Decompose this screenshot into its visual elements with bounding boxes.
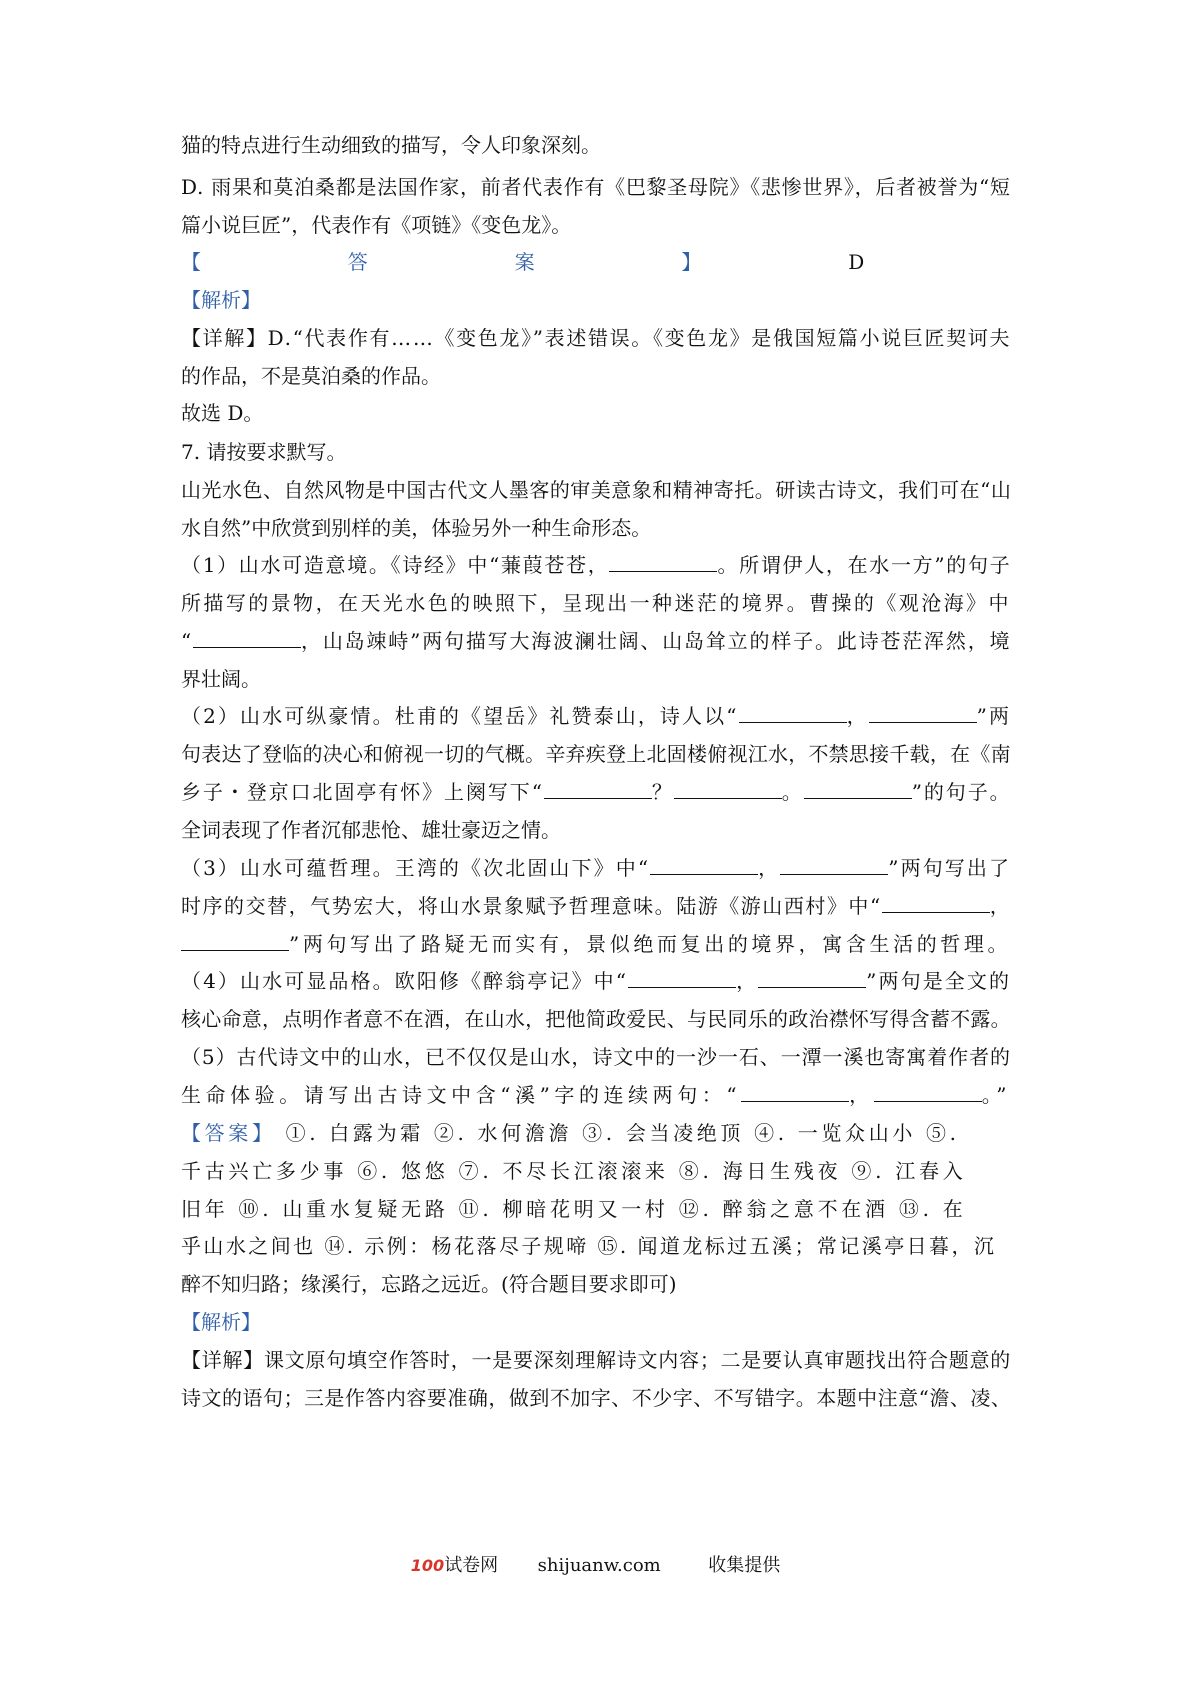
footer-note: 收集提供 [708, 1555, 781, 1576]
line-text: ？ [651, 780, 674, 804]
fill-in-blank [780, 856, 888, 875]
line-text: ”两句写出了路疑无而实有，景似绝而复出的境界，寓含生活的哲理。 [289, 932, 1012, 956]
line-text: 句表达了登临的决心和俯视一切的气概。辛弃疾登上北固楼俯视江水，不禁思接千载，在《南 [181, 742, 1011, 766]
line-text: 水自然”中欣赏到别样的美，体验另外一种生命形态。 [181, 516, 652, 540]
text-line [181, 967, 1011, 995]
line-text: 【详解】课文原句填空作答时，一是要深刻理解诗文内容；二是要认真审题找出符合题意的 [181, 1348, 1011, 1372]
text-line [181, 1270, 677, 1298]
text-line [181, 627, 1011, 655]
text-line [181, 1346, 1011, 1374]
line-text: 【详解】D.“代表作有……《变色龙》”表述错误。《变色龙》是俄国短篇小说巨匠契诃夫 [181, 326, 1012, 350]
line-text: 。” [981, 1083, 1012, 1107]
text-line [181, 1081, 1011, 1109]
section-tag: 【解析】 [181, 1310, 261, 1334]
line-text: 千古兴亡多少事 ⑥. 悠悠 ⑦. 不尽长江滚滚来 ⑧. 海日生残夜 ⑨. 江春入 [181, 1159, 967, 1183]
text-line [181, 1384, 1011, 1412]
text-line [181, 1119, 960, 1147]
line-text: （1）山水可造意境。《诗经》中“蒹葭苍苍， [181, 553, 610, 577]
fill-in-blank [674, 780, 782, 799]
fill-in-blank [628, 969, 736, 988]
text-line [181, 211, 571, 239]
section-tag: 【答案】 [181, 1121, 276, 1145]
fill-in-blank [650, 856, 758, 875]
text-line [181, 248, 1011, 276]
line-text: 乎山水之间也 ⑭. 示例：杨花落尽子规啼 ⑮. 闻道龙标过五溪；常记溪亭日暮，沉 [181, 1234, 997, 1258]
line-text: “ [181, 629, 194, 653]
line-text: ， [989, 894, 1012, 918]
footer-brand: 试卷网 [444, 1555, 499, 1576]
fill-in-blank [544, 780, 652, 799]
line-text: ， [736, 969, 759, 993]
line-text: ， [849, 1083, 874, 1107]
line-text: 乡子・登京口北固亭有怀》上阕写下“ [181, 780, 544, 804]
line-text: ①. 白露为霜 ②. 水何澹澹 ③. 会当凌绝顶 ④. 一览众山小 ⑤. [275, 1121, 960, 1145]
line-text: ”两 [976, 704, 1012, 728]
line-text: （3）山水可蕴哲理。王湾的《次北固山下》中“ [181, 856, 651, 880]
line-text: 核心命意，点明作者意不在酒，在山水，把他简政爱民、与民同乐的政治襟怀写得含蓄不露。 [181, 1007, 1011, 1031]
line-text: （4）山水可显品格。欧阳修《醉翁亭记》中“ [181, 969, 629, 993]
line-text: 篇小说巨匠”，代表作有《项链》《变色龙》。 [181, 213, 572, 237]
line-text: 生命体验。请写出古诗文中含“溪”字的连续两句：“ [181, 1083, 742, 1107]
line-text: 的作品，不是莫泊桑的作品。 [181, 364, 441, 388]
line-text: ，山岛竦峙”两句描写大海波澜壮阔、山岛耸立的样子。此诗苍茫浑然，境 [301, 629, 1012, 653]
text-line [181, 740, 1011, 768]
line-text: 所描写的景物，在天光水色的映照下，呈现出一种迷茫的境界。曹操的《观沧海》中 [181, 591, 1011, 615]
fill-in-blank [869, 704, 977, 723]
fill-in-blank [193, 629, 301, 648]
page-footer [0, 1553, 1191, 1579]
line-text: （2）山水可纵豪情。杜甫的《望岳》礼赞泰山，诗人以“ [181, 704, 739, 728]
fill-in-blank [609, 553, 717, 572]
line-text: 山光水色、自然风物是中国古代文人墨客的审美意象和精神寄托。研读古诗文，我们可在“山 [181, 478, 1012, 502]
line-text: ”两句是全文的 [866, 969, 1012, 993]
line-text: ”的句子。 [911, 780, 1012, 804]
footer-site: shijuanw.com [537, 1555, 661, 1576]
text-line [181, 476, 1011, 504]
line-text: 醉不知归路；缘溪行，忘路之远近。(符合题目要求即可) [181, 1272, 677, 1296]
line-text: （5）古代诗文中的山水，已不仅仅是山水，诗文中的一沙一石、一潭一溪也寄寓着作者的 [181, 1045, 1011, 1069]
text-line [181, 514, 651, 542]
text-line [181, 362, 441, 390]
text-line [181, 131, 601, 159]
line-text: D. 雨果和莫泊桑都是法国作家，前者代表作有《巴黎圣母院》《悲惨世界》，后者被誉为“短 [181, 175, 1011, 199]
footer-logo: 100 [410, 1556, 445, 1575]
text-line [181, 892, 1011, 920]
line-text: D [848, 250, 1012, 274]
text-line [181, 324, 1011, 352]
fill-in-blank [804, 780, 912, 799]
line-text: 。所谓伊人，在水一方”的句子 [717, 553, 1012, 577]
text-line [181, 702, 1011, 730]
text-line [181, 1157, 967, 1185]
text-line [181, 778, 1012, 806]
text-line [181, 173, 1011, 201]
fill-in-blank [874, 1083, 982, 1102]
fill-in-blank [739, 704, 847, 723]
fill-in-blank [181, 932, 289, 951]
text-line [181, 665, 261, 693]
section-tag: 【解析】 [181, 288, 261, 312]
line-text: ， [846, 704, 869, 728]
line-text: 全词表现了作者沉郁悲怆、雄壮豪迈之情。 [181, 818, 561, 842]
fill-in-blank [882, 894, 990, 913]
text-line [181, 399, 263, 427]
line-text: 猫的特点进行生动细致的描写，令人印象深刻。 [181, 133, 601, 157]
text-line [181, 438, 346, 466]
line-text: 。 [781, 780, 804, 804]
text-line [181, 589, 1011, 617]
line-text: 界壮阔。 [181, 667, 261, 691]
text-line [181, 1043, 1011, 1071]
text-line [181, 816, 561, 844]
line-text: 旧年 ⑩. 山重水复疑无路 ⑪. 柳暗花明又一村 ⑫. 醉翁之意不在酒 ⑬. 在 [181, 1197, 967, 1221]
line-text: 诗文的语句；三是作答内容要准确，做到不加字、不少字、不写错字。本题中注意“澹、凌、 [181, 1386, 1012, 1410]
line-text: 7. 请按要求默写。 [181, 440, 347, 464]
line-text: 时序的交替，气势宏大，将山水景象赋予哲理意味。陆游《游山西村》中“ [181, 894, 882, 918]
text-line [181, 1232, 996, 1260]
text-line [181, 854, 1011, 882]
section-tag: 【答案】 [181, 250, 849, 274]
text-line [181, 1005, 1011, 1033]
line-text: ， [758, 856, 781, 880]
fill-in-blank [758, 969, 866, 988]
line-text: ”两句写出了 [888, 856, 1012, 880]
text-line [181, 286, 261, 314]
text-line [181, 551, 1011, 579]
text-line [181, 1195, 967, 1223]
text-line [181, 1308, 261, 1336]
text-line [181, 930, 1011, 958]
line-text: 故选 D。 [181, 401, 264, 425]
fill-in-blank [741, 1083, 849, 1102]
